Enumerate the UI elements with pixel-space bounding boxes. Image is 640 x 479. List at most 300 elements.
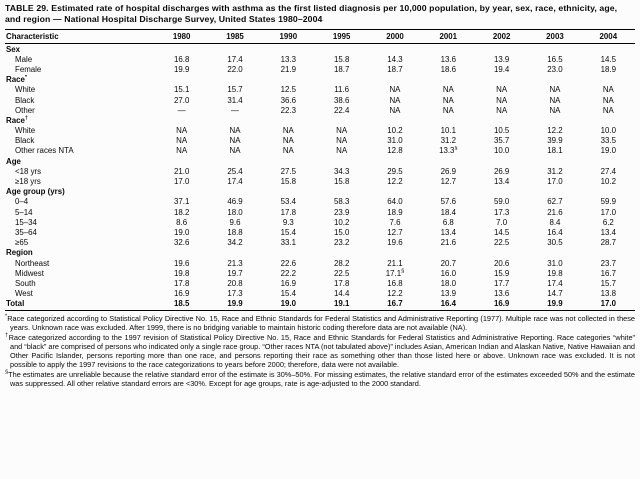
row-label: Black: [15, 136, 35, 146]
header-year: 2000: [368, 29, 421, 43]
cell: 15.9: [493, 268, 510, 278]
cell: 13.9: [493, 54, 510, 64]
cell: [475, 187, 528, 197]
cell: 31.2: [440, 136, 456, 146]
cell: NA: [229, 146, 241, 156]
footnotes: [5, 314, 635, 389]
cell: [208, 248, 261, 258]
footnote-text: Race categorized according to Statistical Policy Directive No. 15, Race and Ethnic Standards for Federal Statistics and Administrative Reporting (1977). Multiple race was not collected in these years. Unknown race was excluded. After 1999, there is no bridging variable to maintain historic coding therefore data are not available (NA).: [7, 313, 635, 332]
cell: 18.7: [387, 64, 403, 74]
asthma-discharge-table: [5, 29, 635, 311]
footnote-race-1997: [5, 333, 635, 369]
cell: [262, 75, 315, 85]
cell: [315, 115, 368, 125]
header-characteristic: Characteristic: [5, 29, 155, 43]
cell: 16.4: [422, 299, 475, 311]
cell: —: [231, 105, 239, 115]
cell: NA: [282, 126, 294, 136]
cell: [315, 248, 368, 258]
cell: [368, 43, 421, 54]
cell: 53.4: [280, 197, 296, 207]
cell: 15.1: [173, 85, 190, 95]
row-label: 5–14: [15, 207, 33, 217]
cell: 31.0: [547, 258, 563, 268]
cell: 22.5: [493, 238, 510, 248]
cell: [582, 187, 635, 197]
row-label: Other: [15, 105, 35, 115]
cell: 14.4: [333, 289, 350, 299]
cell: 12.7: [440, 177, 456, 186]
cell: 14.5: [600, 54, 616, 64]
cell: NA: [229, 126, 241, 136]
cell: 13.9: [440, 289, 456, 299]
cell: 14.5: [493, 227, 510, 237]
table-row: [5, 299, 635, 311]
cell: 27.4: [600, 166, 616, 176]
cell: NA: [602, 105, 614, 115]
cell: NA: [602, 85, 614, 95]
cell: [582, 43, 635, 54]
row-label: 0–4: [15, 197, 29, 207]
cell: 22.6: [280, 258, 296, 268]
table-row: [5, 238, 635, 248]
header-year: 1990: [262, 29, 315, 43]
cell: 13.4: [440, 227, 456, 237]
cell: 21.6: [440, 238, 456, 248]
cell: NA: [176, 136, 188, 146]
cell: 62.7: [547, 197, 563, 207]
table-row: [5, 43, 635, 54]
row-label: Age: [6, 156, 21, 166]
cell: [475, 43, 528, 54]
cell: 14.3: [387, 54, 403, 64]
cell: 10.1: [440, 126, 456, 136]
table-row: [5, 248, 635, 258]
row-label: Black: [15, 95, 35, 105]
cell: NA: [496, 105, 508, 115]
cell: [155, 156, 208, 166]
header-year: 1985: [208, 29, 261, 43]
cell: 23.9: [333, 207, 350, 217]
row-label: ≥65: [15, 238, 29, 248]
row-label: 15–34: [15, 217, 37, 227]
cell: 22.4: [333, 105, 350, 115]
cell: [315, 75, 368, 85]
row-label: Other races NTA: [15, 146, 74, 156]
table-row: [5, 105, 635, 115]
table-row: [5, 217, 635, 227]
header-year: 2001: [422, 29, 475, 43]
row-label: Total: [5, 299, 155, 311]
cell: 19.9: [208, 299, 261, 311]
cell: [582, 115, 635, 125]
cell: NA: [496, 95, 508, 105]
cell: 36.6: [280, 95, 296, 105]
cell: 15.0: [333, 227, 350, 237]
cell: 26.9: [493, 166, 510, 176]
cell: [262, 43, 315, 54]
cell: 25.4: [227, 166, 243, 176]
row-label: 35–64: [15, 227, 37, 237]
cell: 17.1§: [385, 268, 405, 278]
cell: NA: [389, 105, 401, 115]
cell: 12.2: [547, 126, 563, 136]
table-row: [5, 197, 635, 207]
table-body: [5, 43, 635, 310]
cell: [368, 156, 421, 166]
row-label: <18 yrs: [15, 166, 42, 176]
cell: 19.0: [173, 227, 190, 237]
cell: 19.8: [173, 268, 190, 278]
cell: 34.3: [333, 166, 350, 176]
cell: NA: [229, 136, 241, 146]
cell: 31.2: [547, 166, 563, 176]
cell: 34.2: [227, 238, 243, 248]
cell: 17.8: [333, 278, 350, 288]
cell: NA: [549, 95, 561, 105]
cell: [475, 75, 528, 85]
row-label: Region: [6, 248, 33, 258]
cell: 16.8: [173, 54, 190, 64]
cell: 19.6: [173, 258, 190, 268]
cell: NA: [282, 136, 294, 146]
cell: 26.9: [440, 166, 456, 176]
cell: 22.0: [227, 64, 243, 74]
cell: [208, 156, 261, 166]
cell: [528, 187, 581, 197]
cell: 31.4: [227, 95, 243, 105]
cell: 13.3§: [439, 145, 458, 156]
cell: 15.8: [280, 177, 296, 186]
cell: 16.7: [368, 299, 421, 311]
cell: 14.7: [547, 289, 563, 299]
cell: 57.6: [440, 197, 456, 207]
cell: 6.8: [442, 217, 454, 227]
cell: [422, 115, 475, 125]
cell: 18.9: [387, 207, 403, 217]
cell: 17.4: [227, 54, 243, 64]
cell: [422, 75, 475, 85]
cell: 23.7: [600, 258, 616, 268]
row-label: Northeast: [15, 258, 50, 268]
cell: 13.8: [600, 289, 616, 299]
cell: [315, 156, 368, 166]
table-row: [5, 207, 635, 217]
cell: 22.5: [333, 268, 350, 278]
footnote-marker: *: [5, 313, 8, 320]
cell: 9.3: [282, 217, 294, 227]
table-header: [5, 29, 635, 43]
cell: 58.3: [333, 197, 350, 207]
cell: 15.7: [600, 278, 616, 288]
row-label: Midwest: [15, 268, 44, 278]
cell: 31.0: [387, 136, 403, 146]
cell: [528, 43, 581, 54]
cell: 9.6: [229, 217, 241, 227]
cell: 16.0: [440, 268, 456, 278]
cell: 18.0: [440, 278, 456, 288]
cell: [475, 248, 528, 258]
cell: [368, 187, 421, 197]
cell: 59.9: [600, 197, 616, 207]
cell: NA: [549, 85, 561, 95]
cell: 33.1: [280, 238, 296, 248]
cell: [475, 115, 528, 125]
cell: NA: [442, 105, 454, 115]
header-year: 2004: [582, 29, 635, 43]
cell: 20.6: [493, 258, 510, 268]
cell: [208, 75, 261, 85]
cell: 18.8: [227, 227, 243, 237]
cell: 19.8: [547, 268, 563, 278]
cell: NA: [336, 126, 348, 136]
cell: [582, 156, 635, 166]
cell: 64.0: [387, 197, 403, 207]
cell: 28.2: [333, 258, 350, 268]
cell: 10.2: [387, 126, 403, 136]
cell: 18.4: [440, 207, 456, 217]
table-row: [5, 166, 635, 176]
cell: 33.5: [600, 136, 616, 146]
cell: 21.6: [547, 207, 563, 217]
row-label: Race†: [6, 115, 28, 125]
cell: 19.0: [262, 299, 315, 311]
cell: [528, 248, 581, 258]
table-row: [5, 64, 635, 74]
cell: [208, 43, 261, 54]
cell: 13.6: [440, 54, 456, 64]
footnote-race-1977: [5, 314, 635, 332]
cell: 35.7: [493, 136, 510, 146]
cell: 30.5: [547, 238, 563, 248]
cell: 15.7: [227, 85, 243, 95]
footnote-text: Race categorized according to the 1997 revision of Statistical Policy Directive No. 15, Race and Ethnic Standards for Federal Statistics and Administrative Reporting. Race categories “white” and “black” are comprised of persons who indicated only a single race group. “Other races NTA (not tabulated above)” includes Asian, American Indian and Alaskan Native, Native Hawaiian and Other Pacific Islander, persons reporting more than one race, and persons reporting their race as something other than those listed here or above. Unknown race was excluded. It is not possible to apply the 1997 revisions to the race categorizations to years before 2000; therefore, data were not available.: [8, 332, 635, 370]
cell: 37.1: [173, 197, 190, 207]
cell: 18.1: [547, 146, 563, 156]
header-year: 1980: [155, 29, 208, 43]
table-row: [5, 258, 635, 268]
table-row: [5, 156, 635, 166]
table-row: [5, 85, 635, 95]
cell: 16.8: [387, 278, 403, 288]
cell: 59.0: [493, 197, 510, 207]
cell: [582, 248, 635, 258]
row-label: South: [15, 278, 36, 288]
cell: 22.3: [280, 105, 296, 115]
cell: 13.3: [280, 54, 296, 64]
cell: 13.4: [493, 177, 510, 186]
cell: [262, 187, 315, 197]
cell: 17.8: [173, 278, 190, 288]
cell: [475, 156, 528, 166]
cell: 16.7: [600, 268, 616, 278]
cell: [368, 115, 421, 125]
cell: [155, 75, 208, 85]
cell: 19.7: [227, 268, 243, 278]
cell: 13.4: [600, 227, 616, 237]
cell: 18.6: [440, 64, 456, 74]
cell: 21.3: [227, 258, 243, 268]
cell: [155, 248, 208, 258]
header-year: 1995: [315, 29, 368, 43]
table-row: [5, 268, 635, 278]
cell: 12.7: [387, 227, 403, 237]
cell: 39.9: [547, 136, 563, 146]
row-label: West: [15, 289, 33, 299]
table-row: [5, 115, 635, 125]
cell: 17.7: [493, 278, 510, 288]
table-row: [5, 125, 635, 135]
cell: 18.2: [173, 207, 190, 217]
header-year: 2003: [528, 29, 581, 43]
cell: [582, 75, 635, 85]
table-row: [5, 176, 635, 186]
cell: 10.0: [600, 126, 616, 136]
row-label: Sex: [6, 44, 21, 54]
cell: [528, 115, 581, 125]
cell: 11.6: [334, 85, 350, 95]
cell: [422, 187, 475, 197]
cell: 16.9: [280, 278, 296, 288]
cell: NA: [336, 146, 348, 156]
table-row: [5, 146, 635, 156]
row-label: ≥18 yrs: [15, 177, 41, 186]
row-label: White: [15, 85, 36, 95]
cell: 17.0: [173, 177, 190, 186]
cell: 19.6: [387, 238, 403, 248]
table-row: [5, 227, 635, 237]
footnote-marker: †: [5, 332, 9, 339]
cell: 19.4: [493, 64, 510, 74]
cell: NA: [336, 136, 348, 146]
cell: NA: [176, 126, 188, 136]
cell: [208, 187, 261, 197]
row-label: Female: [15, 64, 42, 74]
cell: [208, 115, 261, 125]
cell: 21.0: [173, 166, 190, 176]
cell: [422, 248, 475, 258]
footnote-text: The estimates are unreliable because the relative standard error of the estimate is 30%–50%. For missing estimates, the relative standard error of the estimates exceeded 50% and the estimate was suppressed. All other relative standard errors are <30%. Except for age groups, rate is age-adjusted to the 2000 standard.: [8, 370, 635, 389]
cell: 6.2: [602, 217, 614, 227]
cell: NA: [549, 105, 561, 115]
cell: 27.0: [173, 95, 190, 105]
cell: [262, 115, 315, 125]
cell: NA: [176, 146, 188, 156]
cell: 15.4: [280, 289, 296, 299]
cell: 7.6: [389, 217, 401, 227]
cell: 18.0: [227, 207, 243, 217]
cell: 17.8: [280, 207, 296, 217]
cell: 15.4: [280, 227, 296, 237]
cell: 17.0: [547, 177, 563, 186]
cell: 12.5: [280, 85, 296, 95]
cell: 17.4: [227, 177, 243, 186]
cell: [315, 187, 368, 197]
cell: 10.0: [493, 146, 510, 156]
row-label: Male: [15, 54, 33, 64]
cell: NA: [602, 95, 614, 105]
cell: 23.2: [333, 238, 350, 248]
cell: 19.9: [528, 299, 581, 311]
footnote-marker: §: [5, 369, 9, 376]
cell: [155, 115, 208, 125]
cell: —: [177, 105, 186, 115]
cell: [262, 248, 315, 258]
cell: 15.8: [333, 177, 350, 186]
cell: [528, 75, 581, 85]
row-label: Race*: [6, 74, 28, 85]
cell: NA: [282, 146, 294, 156]
cell: 20.8: [227, 278, 243, 288]
table-row: [5, 278, 635, 288]
cell: 13.6: [493, 289, 510, 299]
cell: [262, 156, 315, 166]
row-label: Age group (yrs): [6, 187, 65, 197]
cell: NA: [442, 85, 454, 95]
cell: 19.1: [315, 299, 368, 311]
cell: 17.3: [493, 207, 510, 217]
cell: 18.7: [333, 64, 350, 74]
cell: 17.0: [600, 207, 616, 217]
table-row: [5, 54, 635, 64]
cell: 19.9: [173, 64, 190, 74]
cell: 20.7: [440, 258, 456, 268]
cell: 16.9: [173, 289, 190, 299]
row-label: White: [15, 126, 36, 136]
cell: 12.2: [387, 289, 403, 299]
cell: 22.2: [280, 268, 296, 278]
cell: 46.9: [227, 197, 243, 207]
cell: 12.2: [387, 177, 403, 186]
cell: [155, 187, 208, 197]
cell: 29.5: [387, 166, 403, 176]
cell: [155, 43, 208, 54]
cell: 10.2: [333, 217, 350, 227]
cell: 16.5: [547, 54, 563, 64]
cell: 21.1: [387, 258, 403, 268]
cell: 8.6: [176, 217, 188, 227]
cell: 17.3: [227, 289, 243, 299]
cell: [315, 43, 368, 54]
cell: 32.6: [173, 238, 190, 248]
cell: 15.8: [333, 54, 350, 64]
cell: 27.5: [280, 166, 296, 176]
cell: 7.0: [496, 217, 508, 227]
table-row: [5, 187, 635, 197]
cell: 17.0: [582, 299, 635, 311]
cell: NA: [389, 85, 401, 95]
cell: [368, 75, 421, 85]
cell: NA: [496, 85, 508, 95]
table-title: TABLE 29. Estimated rate of hospital discharges with asthma as the first listed diagnosis per 10,000 population, by year, sex, race, ethnicity, age, and region — National Hospital Discharge Survey, United States 1980–2004: [5, 3, 618, 25]
cell: 18.9: [600, 64, 616, 74]
cell: [528, 156, 581, 166]
cell: 16.4: [547, 227, 563, 237]
cell: NA: [389, 95, 401, 105]
table-row: [5, 288, 635, 298]
header-year: 2002: [475, 29, 528, 43]
cell: 21.9: [280, 64, 296, 74]
cell: 18.5: [155, 299, 208, 311]
cell: NA: [442, 95, 454, 105]
table-row: [5, 75, 635, 85]
table-row: [5, 136, 635, 146]
cell: 19.0: [600, 146, 616, 156]
cell: 8.4: [549, 217, 561, 227]
table-row: [5, 95, 635, 105]
cell: 12.8: [387, 146, 403, 156]
cell: 23.0: [547, 64, 563, 74]
